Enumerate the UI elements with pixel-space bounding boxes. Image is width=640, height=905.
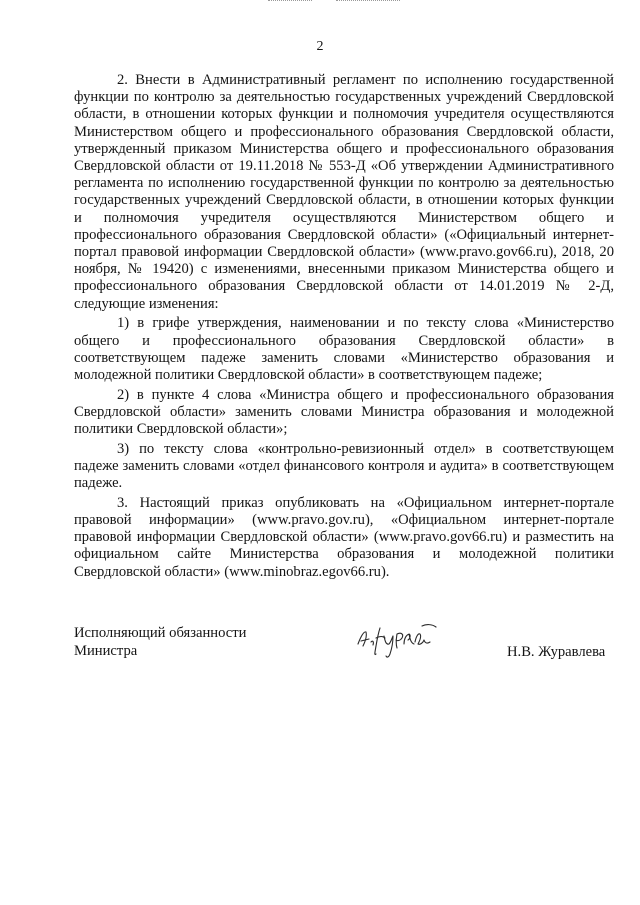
scan-artifact-left xyxy=(268,0,312,9)
signatory-name: Н.В. Журавлева xyxy=(507,644,606,660)
paragraph-item-3: 3. Настоящий приказ опубликовать на «Официальном интернет-портале правовой информации» (www.pravo.gov.ru), «Официальном интернет-портале правовой информации Свердловской области» (www.pravo.gov66.ru) и разместить на официальном сайте Министерства образования и молодежной политики Свердловской области» (www.minobraz.egov66.ru). xyxy=(74,494,614,580)
scan-artifact-right xyxy=(336,0,400,9)
signatory-position-line-2: Министра xyxy=(74,643,138,659)
subparagraph-2: 2) в пункте 4 слова «Министра общего и профессионального образования Свердловской области» заменить словами Министра образования и молодежной политики Свердловской области»; xyxy=(74,386,614,438)
subparagraph-1: 1) в грифе утверждения, наименовании и по тексту слова «Министерство общего и профессионального образования Свердловской области» в соответствующем падеже заменить словами «Министерство образования и молодежной политики Свердловской области» в соответствующем падеже; xyxy=(74,315,614,383)
signatory-position xyxy=(74,624,246,660)
subparagraph-3: 3) по тексту слова «контрольно-ревизионный отдел» в соответствующем падеже заменить словами «отдел финансового контроля и аудита» в соответствующем падеже. xyxy=(74,440,614,492)
handwritten-signature xyxy=(352,614,440,660)
signatory-position-line-1: Исполняющий обязанности xyxy=(74,625,247,641)
page-number: 2 xyxy=(316,39,324,54)
paragraph-item-2: 2. Внести в Административный регламент по исполнению государственной функции по контролю за деятельностью государственных учреждений Свердловской области, в отношении которых функции и полномочия учредителя осуществляются Министерством общего и профессионального образования Свердловской области, утвержденный приказом Министерства общего и профессионального образования Свердловской области от 19.11.2018 № 553-Д «Об утверждении Административного регламента по исполнению государственной функции по контролю за деятельностью государственных учреждений Свердловской области, в отношении которых функции и полномочия учредителя осуществляются Министерством общего и профессионального образования Свердловской области» («Официальный интернет-портал правовой информации Свердловской области» (www.pravo.gov66.ru), 2018, 20 ноября, № 19420) с изменениями, внесенными приказом Министерства общего и профессионального образования Свердловской области от 14.01.2019 № 2-Д, следующие изменения: xyxy=(74,72,614,312)
